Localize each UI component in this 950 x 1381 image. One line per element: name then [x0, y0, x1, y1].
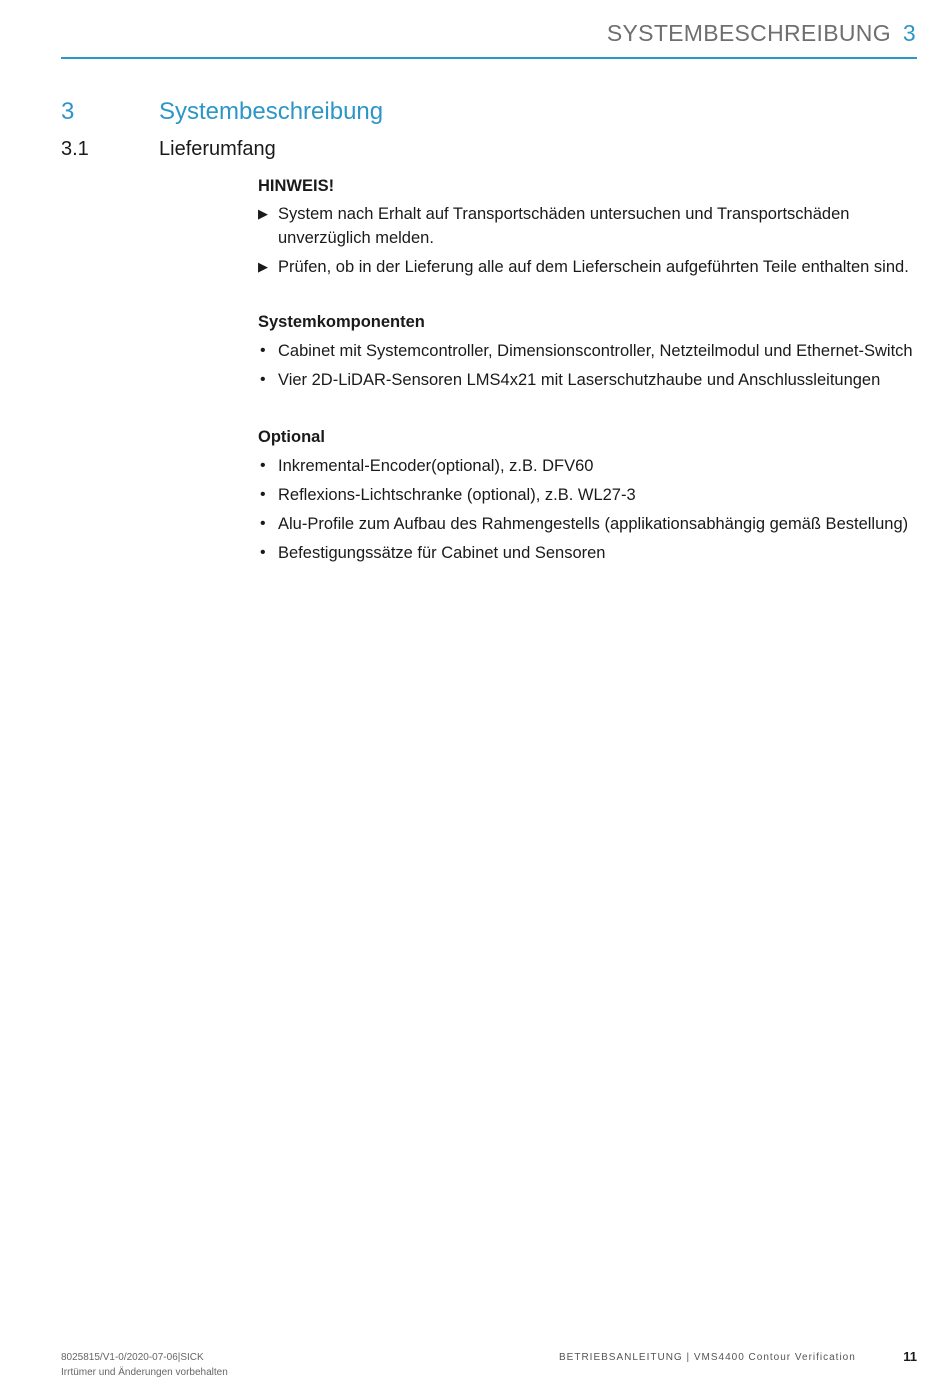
notice-block: [258, 174, 928, 279]
notice-item-text: System nach Erhalt auf Transportschäden untersuchen und Transportschäden unverzüglich melden.: [278, 205, 850, 247]
page-number: 11: [903, 1349, 917, 1364]
section-number: 3.1: [61, 138, 89, 160]
list-item-text: Cabinet mit Systemcontroller, Dimensionscontroller, Netzteilmodul und Ethernet-Switch: [278, 342, 913, 360]
list-item: [258, 483, 928, 507]
list-item-text: Alu-Profile zum Aufbau des Rahmengestells (applikationsabhängig gemäß Bestellung): [278, 515, 909, 533]
optional-label: Optional: [258, 428, 325, 446]
bullet-icon: •: [260, 371, 266, 388]
list-item: [258, 454, 928, 478]
footer-doc-type: BETRIEBSANLEITUNG | VMS4400 Contour Verification: [559, 1352, 856, 1363]
components-label: Systemkomponenten: [258, 313, 425, 331]
list-item: [258, 512, 928, 536]
bullet-icon: •: [260, 515, 266, 532]
components-block: [258, 310, 928, 392]
optional-block: [258, 425, 928, 565]
list-item-text: Inkremental-Encoder(optional), z.B. DFV60: [278, 457, 594, 475]
running-header-title: SYSTEMBESCHREIBUNG: [606, 20, 891, 46]
header-rule: [61, 57, 917, 59]
footer-left: [61, 1350, 228, 1380]
triangle-right-icon: ▶: [258, 259, 268, 274]
chapter-number: 3: [61, 98, 75, 125]
notice-item: [258, 255, 928, 279]
list-item-text: Vier 2D-LiDAR-Sensoren LMS4x21 mit Laserschutzhaube und Anschlussleitungen: [278, 371, 881, 389]
list-item-text: Reflexions-Lichtschranke (optional), z.B. WL27-3: [278, 486, 636, 504]
list-item: [258, 339, 928, 363]
list-item: [258, 368, 928, 392]
bullet-icon: •: [260, 342, 266, 359]
running-header: [607, 20, 916, 47]
bullet-icon: •: [260, 544, 266, 561]
notice-label: HINWEIS!: [258, 177, 335, 195]
footer-doc-id: 8025815/V1-0/2020-07-06|SICK: [61, 1352, 204, 1363]
list-item: [258, 541, 928, 565]
list-item-text: Befestigungssätze für Cabinet und Sensoren: [278, 544, 606, 562]
triangle-right-icon: ▶: [258, 206, 268, 221]
chapter-title: Systembeschreibung: [159, 98, 384, 125]
running-header-chapter: 3: [902, 20, 916, 46]
bullet-icon: •: [260, 486, 266, 503]
notice-item: [258, 202, 928, 250]
footer-disclaimer: Irrtümer und Änderungen vorbehalten: [61, 1367, 228, 1378]
bullet-icon: •: [260, 457, 266, 474]
section-title: Lieferumfang: [159, 138, 276, 160]
notice-item-text: Prüfen, ob in der Lieferung alle auf dem Lieferschein aufgeführten Teile enthalten sind.: [278, 258, 909, 276]
